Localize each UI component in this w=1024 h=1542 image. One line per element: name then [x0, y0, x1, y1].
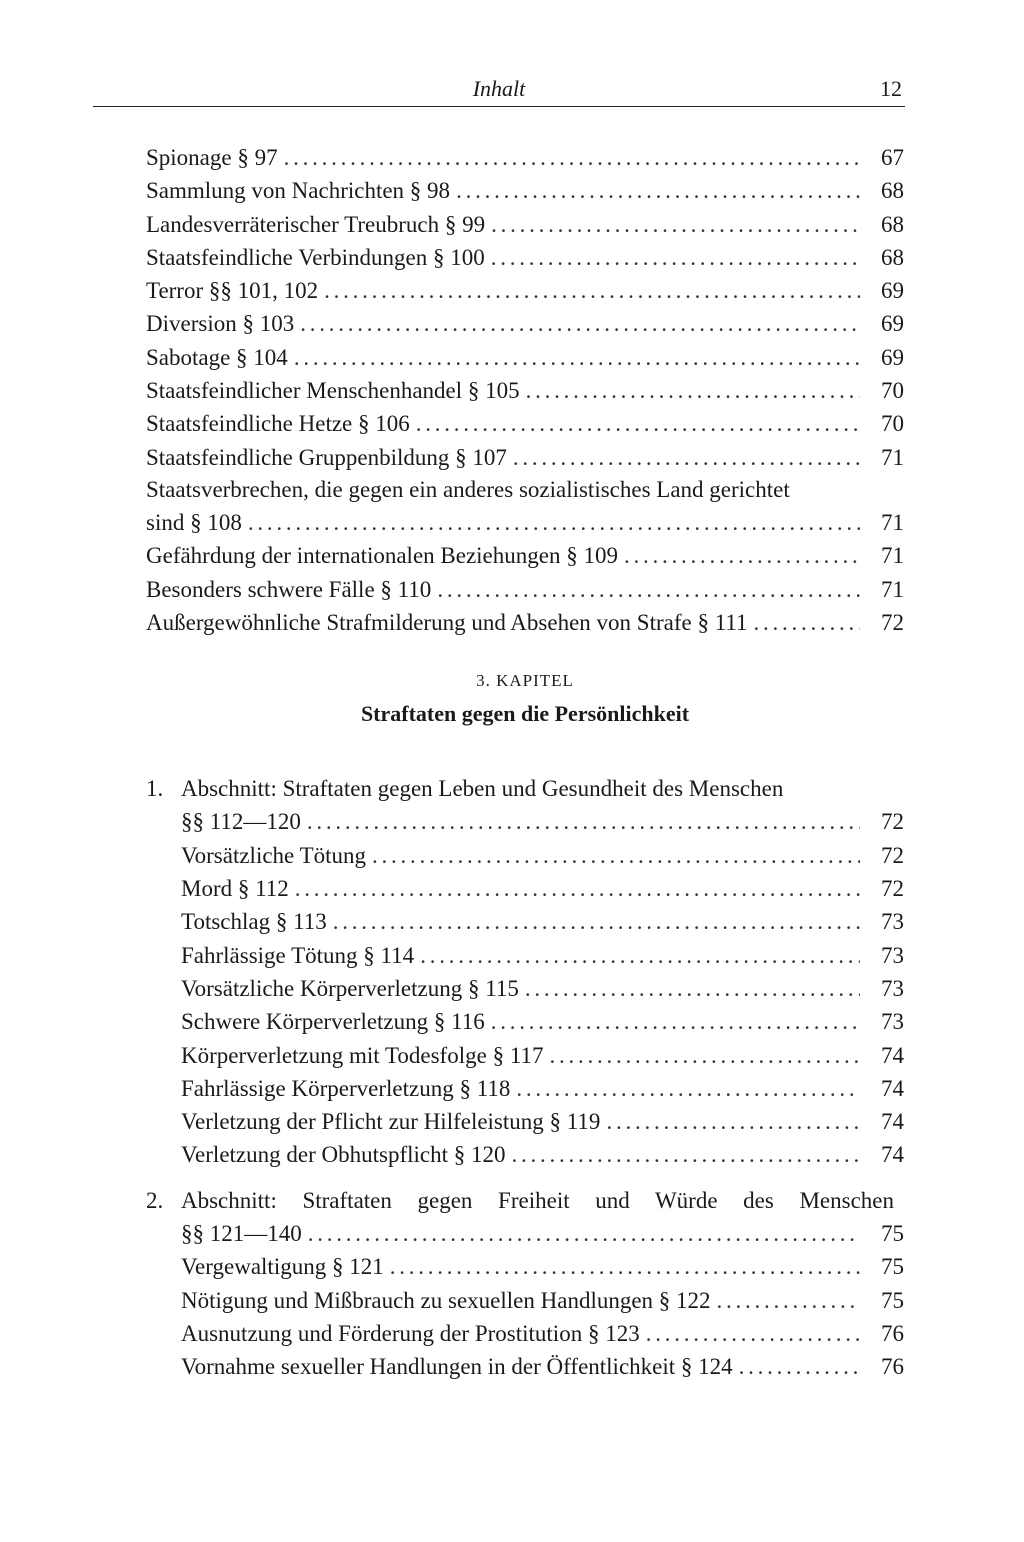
toc-entry-page: 73 [881, 942, 904, 968]
toc-entry[interactable] [146, 241, 904, 274]
toc-entry[interactable] [146, 1138, 904, 1171]
dot-leader [520, 374, 860, 407]
toc-entry-label: Verletzung der Obhutspflicht § 120 [181, 1142, 506, 1168]
toc-entry-label: Besonders schwere Fälle § 110 [146, 576, 432, 602]
toc-entry-label: Staatsfeindliche Hetze § 106 [146, 411, 410, 437]
toc-entry-page: 69 [881, 344, 904, 370]
toc-entry-label: Verletzung der Pflicht zur Hilfeleistung § 119 [181, 1109, 601, 1135]
dot-leader [278, 141, 860, 174]
toc-entry-label: Staatsfeindliche Gruppenbildung § 107 [146, 444, 507, 470]
toc-entry[interactable] [146, 208, 904, 241]
dot-leader [450, 174, 860, 207]
toc-entry-page: 74 [881, 1042, 904, 1068]
running-title: Inhalt [472, 76, 526, 101]
dot-leader [289, 872, 860, 905]
toc-entry-page: 72 [881, 809, 904, 835]
dot-leader [543, 1039, 860, 1072]
toc-entry-page: 69 [881, 278, 904, 304]
dot-leader [414, 939, 860, 972]
dot-leader [242, 506, 860, 539]
section-range: §§ 121—140 [181, 1221, 302, 1247]
toc-entry-page: 74 [881, 1075, 904, 1101]
dot-leader [485, 208, 860, 241]
dot-leader [733, 1350, 860, 1383]
toc-entry-label: Schwere Körperverletzung § 116 [181, 1009, 485, 1035]
section-range: §§ 112—120 [181, 809, 301, 835]
dot-leader [366, 839, 860, 872]
dot-leader [431, 573, 860, 606]
dot-leader [507, 441, 860, 474]
dot-leader [711, 1284, 860, 1317]
toc-entry[interactable] [146, 274, 904, 307]
toc-entry-label: Fahrlässige Körperverletzung § 118 [181, 1075, 511, 1101]
toc-entry[interactable] [146, 441, 904, 474]
toc-entry-page: 71 [881, 509, 904, 535]
toc-entry[interactable] [146, 839, 904, 872]
toc-entry[interactable] [146, 174, 904, 207]
toc-entry[interactable] [146, 539, 904, 572]
dot-leader [288, 341, 860, 374]
dot-leader [327, 905, 860, 938]
toc-entry-label: Staatsfeindliche Verbindungen § 100 [146, 244, 485, 270]
toc-entry-label: Terror §§ 101, 102 [146, 278, 319, 304]
toc-entry[interactable] [146, 905, 904, 938]
toc-entry-label: Staatsverbrechen, die gegen ein anderes sozialistisches Land gerichtet [146, 476, 790, 502]
dot-leader [485, 1005, 860, 1038]
toc-entry-label: Diversion § 103 [146, 311, 295, 337]
dot-leader [505, 1138, 860, 1171]
toc-entry-page: 75 [881, 1254, 904, 1280]
toc-entry-page: 68 [881, 178, 904, 204]
toc-entry-page: 70 [881, 378, 904, 404]
dot-leader [384, 1250, 860, 1283]
toc-entry-label: Fahrlässige Tötung § 114 [181, 942, 415, 968]
toc-entry-label: Vorsätzliche Körperverletzung § 115 [181, 975, 519, 1001]
dot-leader [485, 241, 860, 274]
toc-entry[interactable] [146, 341, 904, 374]
dot-leader [640, 1317, 860, 1350]
toc-entry-page: 67 [881, 145, 904, 170]
toc-entry-label: Staatsfeindlicher Menschenhandel § 105 [146, 378, 520, 404]
chapter-title: Straftaten gegen die Persönlichkeit [360, 701, 690, 727]
section-number: 1. [146, 776, 164, 802]
toc-entry[interactable] [146, 374, 904, 407]
toc-entry-wrapped-line[interactable] [146, 474, 904, 506]
section-heading[interactable] [146, 772, 904, 805]
toc-entry-label: Sabotage § 104 [146, 344, 288, 370]
toc-entry-page: 75 [881, 1221, 904, 1247]
toc-entry-label: Spionage § 97 [146, 145, 278, 170]
toc-entry-page: 76 [881, 1320, 904, 1346]
toc-entry-label: Totschlag § 113 [181, 909, 327, 935]
toc-entry-label: Mord § 112 [181, 876, 289, 902]
toc-entry-label: Vorsätzliche Tötung [181, 842, 367, 868]
toc-entry-page: 72 [881, 876, 904, 902]
page-number: 12 [880, 76, 902, 101]
toc-entry-page: 71 [881, 444, 904, 470]
toc-entry-page: 74 [881, 1109, 904, 1135]
section-title: Abschnitt: Straftaten gegen Leben und Gesundheit des Menschen [181, 776, 784, 802]
dot-leader [294, 307, 860, 340]
toc-entry-page: 73 [881, 1009, 904, 1035]
toc-entry-page: 76 [881, 1354, 904, 1380]
toc-entry-label: Sammlung von Nachrichten § 98 [146, 178, 451, 204]
toc-entry[interactable] [146, 1105, 904, 1138]
toc-entry[interactable] [146, 606, 904, 639]
toc-entry-page: 75 [881, 1287, 904, 1313]
toc-entry-label: Ausnutzung und Förderung der Prostitution § 123 [181, 1320, 640, 1346]
running-header [93, 76, 905, 107]
toc-entry-label: sind § 108 [146, 509, 242, 535]
table-of-contents [146, 141, 904, 1384]
toc-entry[interactable] [146, 1317, 904, 1350]
dot-leader [519, 972, 860, 1005]
dot-leader [301, 805, 860, 838]
dot-leader [510, 1072, 860, 1105]
dot-leader [748, 606, 861, 639]
toc-entry-label: Nötigung und Mißbrauch zu sexuellen Handlungen § 122 [181, 1287, 711, 1313]
toc-entry[interactable] [146, 939, 904, 972]
toc-entry-page: 71 [881, 543, 904, 569]
dot-leader [302, 1217, 860, 1250]
toc-entry-page: 73 [881, 975, 904, 1001]
toc-entry-label: Vergewaltigung § 121 [181, 1254, 384, 1280]
toc-entry-page: 74 [881, 1142, 904, 1168]
toc-entry[interactable] [146, 573, 904, 606]
toc-entry[interactable] [146, 872, 904, 905]
dot-leader [410, 407, 860, 440]
section-title: Abschnitt: Straftaten gegen Freiheit und Würde des Menschen [181, 1187, 894, 1213]
toc-entry-label: Außergewöhnliche Strafmilderung und Absehen von Strafe § 111 [146, 609, 748, 635]
dot-leader [618, 539, 860, 572]
toc-entry[interactable] [146, 1250, 904, 1283]
toc-entry[interactable] [146, 141, 904, 174]
toc-entry-page: 72 [881, 842, 904, 868]
toc-entry[interactable] [146, 407, 904, 440]
chapter-number: 3. KAPITEL [476, 671, 574, 691]
toc-entry[interactable] [146, 972, 904, 1005]
toc-entry[interactable] [146, 1005, 904, 1038]
toc-entry[interactable] [146, 1217, 904, 1250]
toc-entry-page: 73 [881, 909, 904, 935]
toc-entry-page: 70 [881, 411, 904, 437]
section-number: 2. [146, 1187, 164, 1213]
toc-entry-page: 68 [881, 211, 904, 237]
toc-entry-page: 71 [881, 576, 904, 602]
toc-entry-page: 69 [881, 311, 904, 337]
toc-entry[interactable] [146, 1284, 904, 1317]
toc-entry[interactable] [146, 307, 904, 340]
dot-leader [600, 1105, 860, 1138]
toc-entry[interactable] [146, 1039, 904, 1072]
toc-entry[interactable] [146, 1350, 904, 1383]
toc-entry-page: 72 [881, 609, 904, 635]
section-heading[interactable] [146, 1184, 904, 1217]
toc-entry-page: 68 [881, 244, 904, 270]
toc-entry-label: Körperverletzung mit Todesfolge § 117 [181, 1042, 544, 1068]
toc-entry-label: Landesverräterischer Treubruch § 99 [146, 211, 486, 237]
toc-entry-label: Gefährdung der internationalen Beziehungen § 109 [146, 543, 618, 569]
toc-entry[interactable] [146, 506, 904, 539]
toc-entry-label: Vornahme sexueller Handlungen in der Öffentlichkeit § 124 [181, 1354, 733, 1380]
toc-entry[interactable] [146, 1072, 904, 1105]
toc-entry[interactable] [146, 805, 904, 838]
dot-leader [318, 274, 860, 307]
